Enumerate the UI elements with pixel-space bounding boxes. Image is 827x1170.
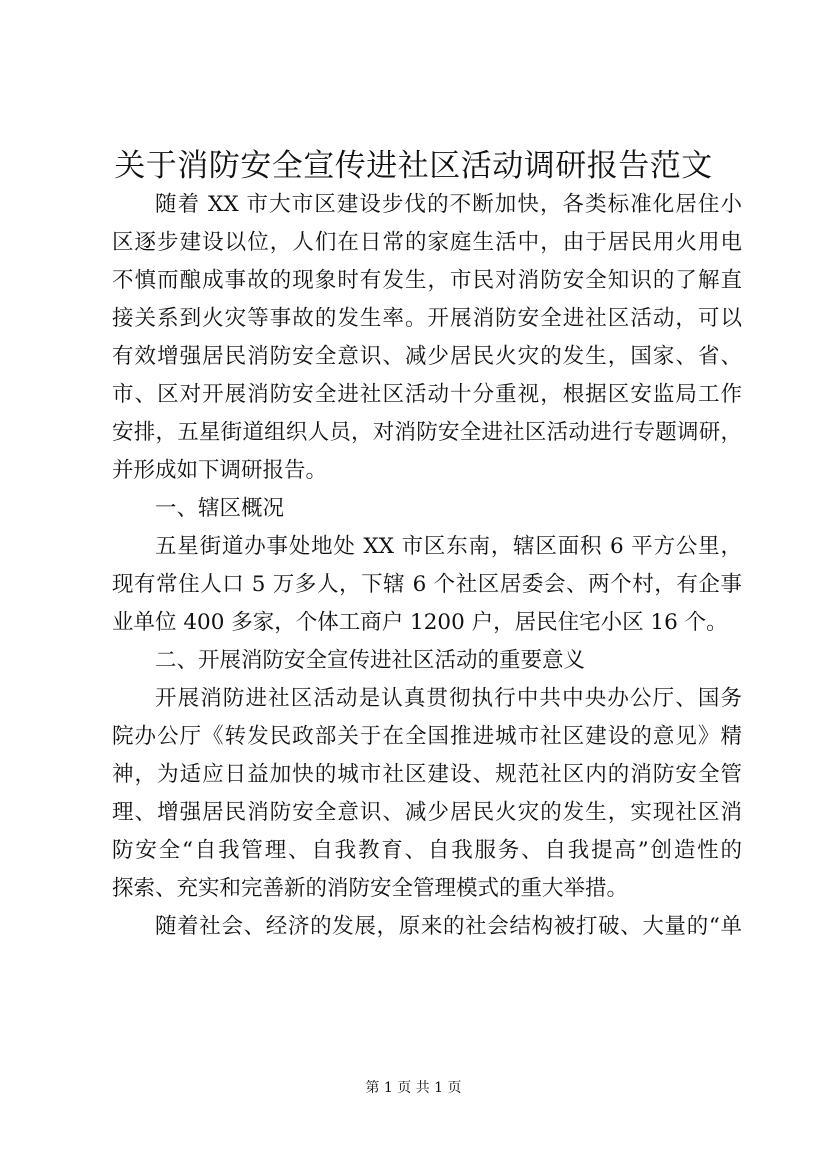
paragraph-line: 防安全“自我管理、自我教育、自我服务、自我提高”创造性的 (112, 838, 742, 863)
paragraph-line: 业单位 400 多家，个体工商户 1200 户，居民住宅小区 16 个。 (112, 610, 728, 635)
paragraph-line: 开展消防进社区活动是认真贯彻执行中共中央办公厅、国务 (155, 686, 742, 711)
paragraph-line: 并形成如下调研报告。 (112, 458, 328, 483)
paragraph-line: 理、增强居民消防安全意识、减少居民火灾的发生，实现社区消 (112, 800, 742, 825)
paragraph-line: 随着 XX 市大市区建设步伐的不断加快，各类标准化居住小 (155, 192, 742, 217)
paragraph-line: 随着社会、经济的发展，原来的社会结构被打破、大量的“单 (155, 914, 742, 939)
paragraph-line: 现有常住人口 5 万多人，下辖 6 个社区居委会、两个村，有企事 (112, 572, 742, 597)
paragraph-line: 探索、充实和完善新的消防安全管理模式的重大举措。 (112, 876, 629, 901)
paragraph-line: 安排，五星街道组织人员，对消防安全进社区活动进行专题调研， (112, 420, 742, 445)
paragraph-line: 区逐步建设以位，人们在日常的家庭生活中，由于居民用火用电 (112, 230, 742, 255)
paragraph-line: 不慎而酿成事故的现象时有发生，市民对消防安全知识的了解直 (112, 268, 742, 293)
paragraph-line: 神，为适应日益加快的城市社区建设、规范社区内的消防安全管 (112, 762, 742, 787)
paragraph-line: 五星街道办事处地处 XX 市区东南，辖区面积 6 平方公里， (155, 534, 742, 559)
paragraph-line: 接关系到火灾等事故的发生率。开展消防安全进社区活动，可以 (112, 306, 742, 331)
paragraph-line: 市、区对开展消防安全进社区活动十分重视，根据区安监局工作 (112, 382, 742, 407)
page-footer: 第 1 页 共 1 页 (365, 1080, 462, 1096)
section-heading: 一、辖区概况 (155, 496, 285, 521)
document-title: 关于消防安全宣传进社区活动调研报告范文 (114, 148, 713, 184)
paragraph-line: 有效增强居民消防安全意识、减少居民火灾的发生，国家、省、 (112, 344, 742, 369)
paragraph-line: 院办公厅《转发民政部关于在全国推进城市社区建设的意见》精 (112, 724, 742, 749)
section-heading: 二、开展消防安全宣传进社区活动的重要意义 (155, 648, 586, 673)
